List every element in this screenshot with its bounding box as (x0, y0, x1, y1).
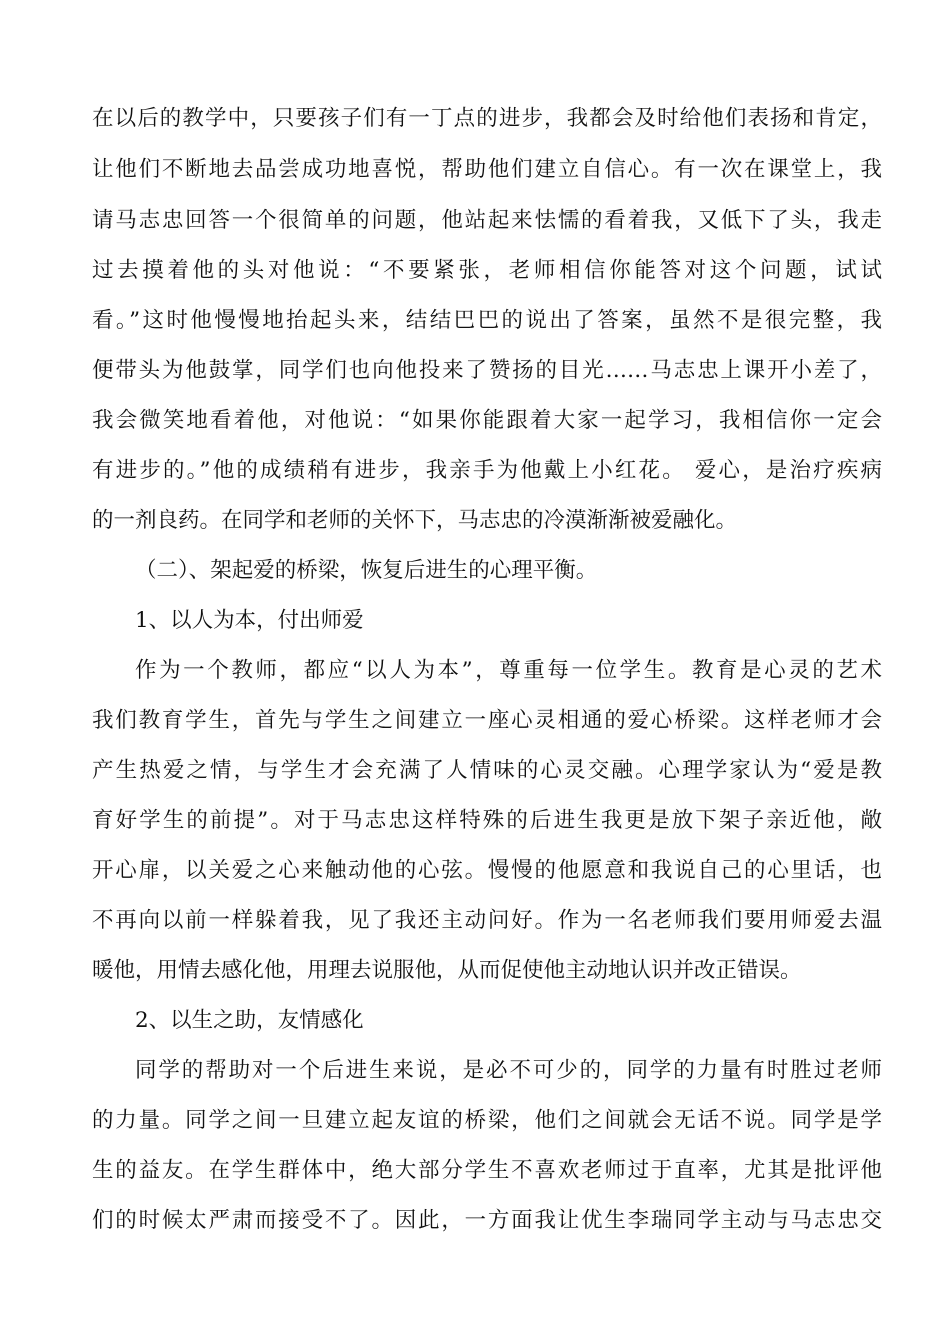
subsection-heading-2: 2、以生之助，友情感化 (135, 1008, 364, 1033)
text-line-6: 便带头为他鼓掌，同学们也向他投来了赞扬的目光……马志忠上课开小差了， (92, 358, 882, 383)
text-line-13: 我们教育学生，首先与学生之间建立一座心灵相通的爱心桥梁。这样老师才会 (92, 708, 882, 733)
text-line-22: 生的益友。在学生群体中，绝大部分学生不喜欢老师过于直率，尤其是批评他 (92, 1158, 882, 1183)
text-line-21: 的力量。同学之间一旦建立起友谊的桥梁，他们之间就会无话不说。同学是学 (92, 1108, 882, 1133)
text-line-5: 看。”这时他慢慢地抬起头来，结结巴巴的说出了答案，虽然不是很完整，我 (92, 308, 882, 333)
text-line-7: 我会微笑地看着他，对他说：“如果你能跟着大家一起学习，我相信你一定会 (92, 408, 882, 433)
text-line-23: 们的时候太严肃而接受不了。因此，一方面我让优生李瑞同学主动与马志忠交 (92, 1208, 882, 1233)
text-line-3: 请马志忠回答一个很简单的问题，他站起来怯懦的看着我，又低下了头，我走 (92, 208, 882, 233)
text-line-14: 产生热爱之情，与学生才会充满了人情味的心灵交融。心理学家认为“爱是教 (92, 758, 882, 783)
text-line-16: 开心扉，以关爱之心来触动他的心弦。慢慢的他愿意和我说自己的心里话，也 (92, 858, 882, 883)
text-line-18: 暖他，用情去感化他，用理去说服他，从而促使他主动地认识并改正错误。 (92, 958, 802, 983)
subsection-heading-1: 1、以人为本，付出师爱 (135, 608, 364, 633)
text-line-17: 不再向以前一样躲着我，见了我还主动问好。作为一名老师我们要用师爱去温 (92, 908, 882, 933)
text-line-2: 让他们不断地去品尝成功地喜悦，帮助他们建立自信心。有一次在课堂上，我 (92, 157, 882, 182)
text-line-15: 育好学生的前提”。对于马志忠这样特殊的后进生我更是放下架子亲近他，敞 (92, 808, 882, 833)
text-line-20: 同学的帮助对一个后进生来说，是必不可少的，同学的力量有时胜过老师 (135, 1058, 882, 1083)
text-line-8: 有进步的。”他的成绩稍有进步，我亲手为他戴上小红花。 爱心，是治疗疾病 (92, 458, 882, 483)
section-heading: （二）、架起爱的桥梁，恢复后进生的心理平衡。 (135, 558, 598, 583)
text-line-4: 过去摸着他的头对他说：“不要紧张，老师相信你能答对这个问题，试试 (92, 258, 882, 283)
text-line-9: 的一剂良药。在同学和老师的关怀下，马志忠的冷漠渐渐被爱融化。 (92, 508, 738, 533)
text-line-1: 在以后的教学中，只要孩子们有一丁点的进步，我都会及时给他们表扬和肯定， (92, 106, 882, 131)
text-line-12: 作为一个教师，都应“以人为本”，尊重每一位学生。教育是心灵的艺术 (135, 658, 882, 683)
